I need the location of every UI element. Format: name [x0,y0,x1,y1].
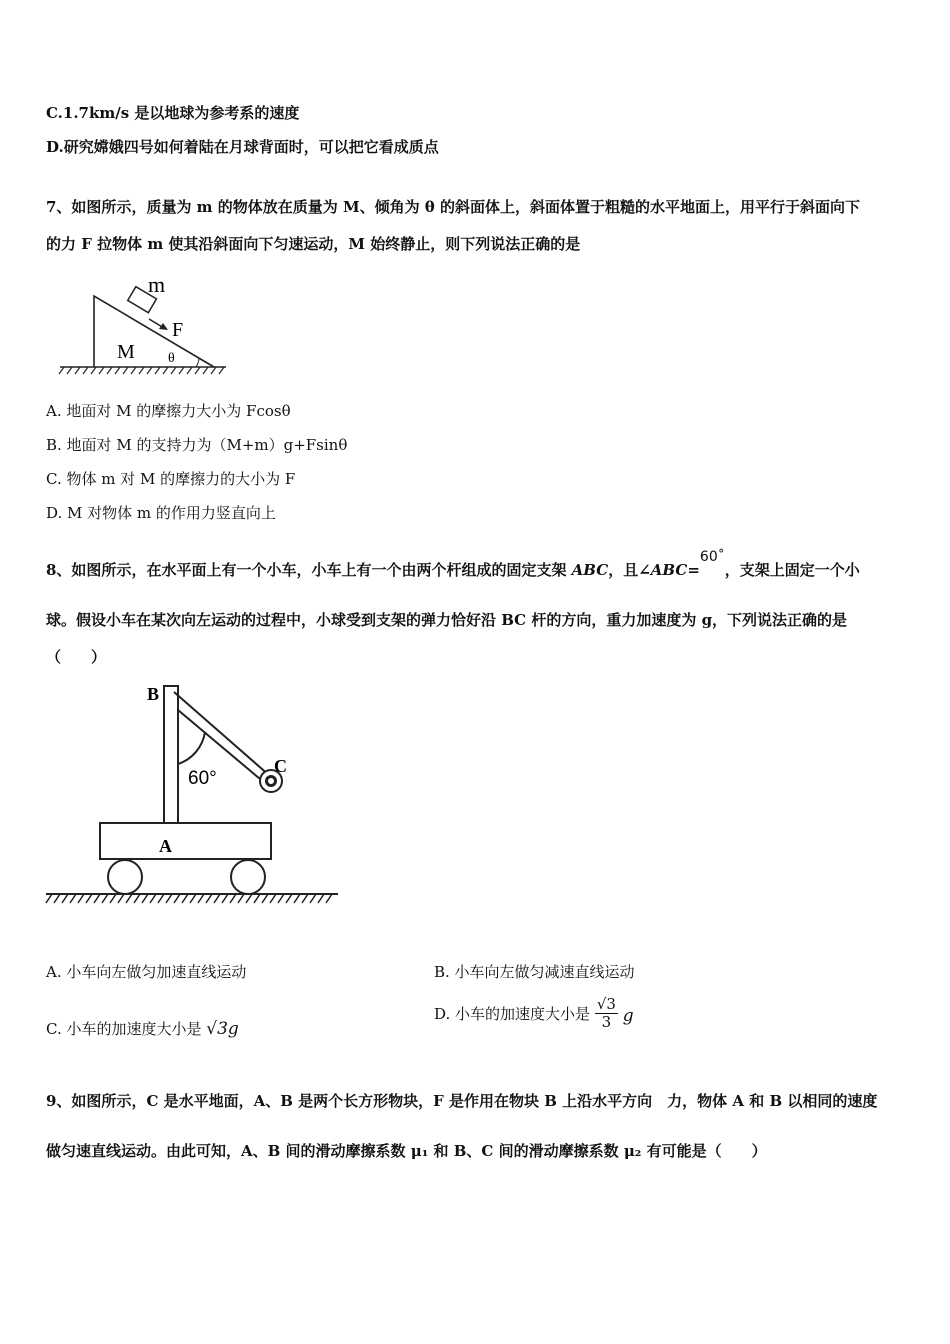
q8-option-b: B. 小车向左做匀减速直线运动 [434,963,635,981]
q8-label-b: B [147,684,160,704]
q8-option-d-denominator: 3 [601,1012,612,1031]
q8-stem-part3: ，支架上固定一个小 [724,561,860,579]
q8-label-c: C [274,756,287,776]
q6-option-d: D.研究嫦娥四号如何着陆在月球背面时，可以把它看成质点 [46,138,439,156]
q8-stem-part1: 8、如图所示，在水平面上有一个小车，小车上有一个由两个杆组成的固定支架 [46,561,572,579]
q8-stem-line2: 球。假设小车在某次向左运动的过程中，小球受到支架的弹力恰好沿 BC 杆的方向，重力加速度为 g，下列说法正确的是 [46,611,848,629]
q7-option-b: B. 地面对 M 的支持力为（M+m）g+Fsinθ [46,436,348,454]
q7-stem-line2: 的力 F 拉物体 m 使其沿斜面向下匀速运动，M 始终静止，则下列说法正确的是 [46,235,581,253]
q8-option-d [434,996,634,1030]
q8-option-a: A. 小车向左做匀加速直线运动 [46,963,247,981]
q9-stem-line2: 做匀速直线运动。由此可知，A、B 间的滑动摩擦系数 μ₁ 和 B、C 间的滑动摩擦系数 μ₂ 有可能是（ ） [46,1142,767,1160]
q8-option-c [46,1018,239,1039]
q9-stem-line1: 9、如图所示，C 是水平地面，A、B 是两个长方形物块，F 是作用在物块 B 上沿水平方向 力，物体 A 和 B 以相同的速度 [46,1092,878,1110]
q7-stem-line1: 7、如图所示，质量为 m 的物体放在质量为 M、倾角为 θ 的斜面体上，斜面体置于粗糙的水平地面上，用平行于斜面向下 [46,198,861,216]
q8-option-d-g: g [622,1006,634,1026]
q7-option-c: C. 物体 m 对 M 的摩擦力的大小为 F [46,470,296,488]
q8-option-d-text: D. 小车的加速度大小是 [434,1004,591,1023]
q8-option-d-numerator: √3 [596,995,616,1013]
q8-option-d-fraction [595,996,618,1030]
q7-label-big-m: M [117,341,135,363]
q7-label-m: m [148,272,166,297]
q8-stem-part2: ，且∠ [608,561,651,579]
q8-label-angle: 60° [188,768,217,789]
q7-option-a: A. 地面对 M 的摩擦力大小为 Fcosθ [46,402,291,420]
q7-label-f: F [172,319,184,341]
q8-stem-angle-value: 60˚ [699,549,725,565]
q8-stem-abc: ABC [571,561,609,579]
q8-option-c-math: √3g [206,1019,239,1039]
q8-label-a: A [159,836,172,856]
q7-option-d: D. M 对物体 m 的作用力竖直向上 [46,504,276,522]
q8-stem-line1 [46,549,860,580]
q8-stem-angle-eq: ABC= [650,561,700,579]
q7-label-theta: θ [168,351,175,366]
q6-option-c: C.1.7km/s 是以地球为参考系的速度 [46,104,300,122]
q8-option-c-text: C. 小车的加速度大小是 [46,1020,202,1038]
q8-cart-figure [42,680,342,910]
q7-incline-figure [56,270,236,380]
q8-stem-line3: （ ） [46,648,107,666]
